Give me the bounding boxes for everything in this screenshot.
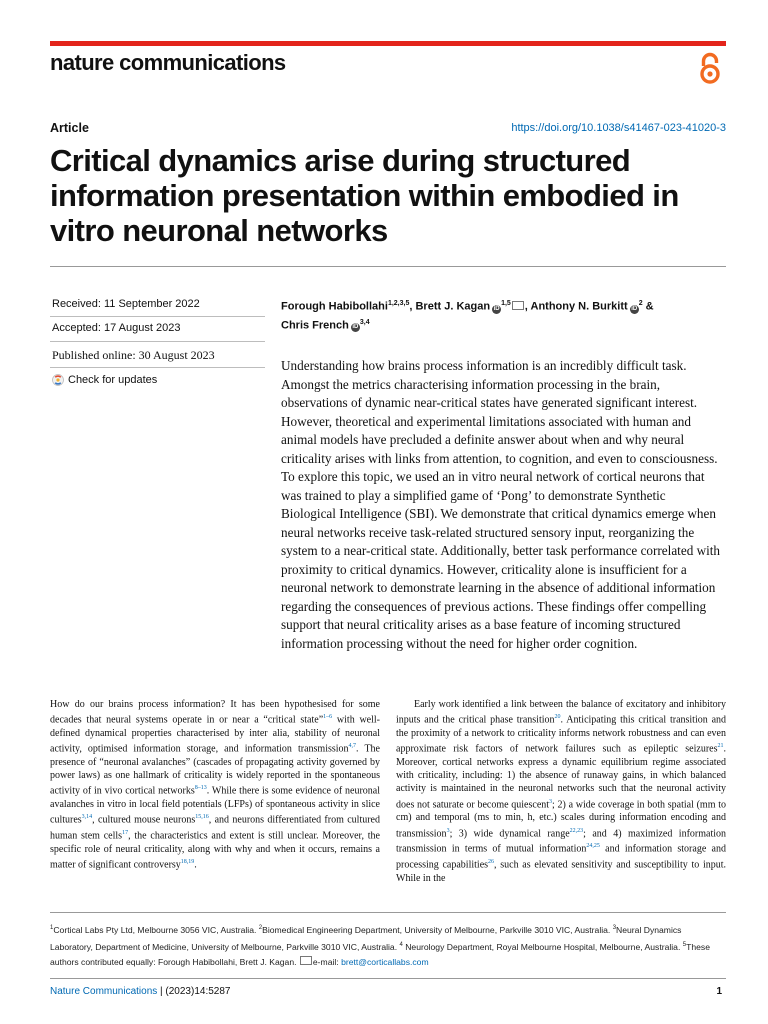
body-text: Early work identified a link between the balance of excitatory and inhibitory inputs and the critical phase transition bbox=[396, 699, 726, 726]
reference-link[interactable]: 15,16 bbox=[195, 814, 209, 821]
check-updates-label: Check for updates bbox=[68, 374, 158, 386]
orcid-icon[interactable]: iD bbox=[493, 305, 500, 312]
date-divider bbox=[50, 367, 265, 368]
body-text: , and neurons differentiated from cultured human stem cells bbox=[50, 814, 380, 842]
body-text: How do our brains process information? It has been hypothesised for some decades that neural systems operate in or near a “critical state” bbox=[50, 699, 380, 726]
affiliation-sup: 1,5 bbox=[501, 300, 511, 307]
footer-journal-link[interactable]: Nature Communications bbox=[50, 986, 158, 997]
footer-divider bbox=[50, 978, 726, 979]
article-type: Article bbox=[50, 121, 89, 135]
abstract: Understanding how brains process information is an incredibly difficult task. Amongst the metrics characterising information processing in the brain, observations of dynamic near-critical states have generated significant interest. However, theoretical and experimental limitations associated with human and animal models have precluded a definite answer about when and why neural criticality arises with links from attention, to cognition, and even to consciousness. To explore this topic, we used an in vitro neural network of cortical neurons that was trained to play a simplified game of ‘Pong’ to demonstrate Synthetic Biological Intelligence (SBI). We demonstrate that critical dynamics emerge when neural networks receive task-related structured sensory input, reorganizing the system to a near-critical state. Additionally, better task performance correlated with proximity to critical dynamics. However, criticality alone is insufficient for a neuronal network to demonstrate learning in the absence of additional information regarding the consequences of previous actions. These findings offer compelling support that neural criticality arises as a base feature of incoming structured information processing without the need for higher order cognition. bbox=[281, 358, 721, 651]
reference-link[interactable]: 3 bbox=[549, 798, 553, 805]
affiliation-sup: 2 bbox=[638, 300, 643, 307]
body-text: with well-defined dynamical properties characterised by inter alia, stability of neuronal activity, optimised information storage, and information transmission bbox=[50, 714, 381, 755]
article-title: Critical dynamics arise during structured information presentation within embodied in vitro neuronal networks bbox=[50, 143, 679, 248]
reference-link[interactable]: 4,7 bbox=[348, 743, 357, 750]
affiliation-number: 4 bbox=[399, 941, 403, 948]
email-icon[interactable] bbox=[512, 301, 524, 310]
affiliations-footnote bbox=[50, 921, 726, 970]
date-divider bbox=[50, 341, 265, 342]
check-updates-icon bbox=[52, 374, 64, 386]
body-text: ; 2) a wide coverage in both spatial (mm to cm) and temporal (ms to min, h, etc.) scales during information encoding and transmission bbox=[396, 799, 727, 839]
footer-citation bbox=[50, 986, 230, 997]
body-text: , such as elevated sensitivity and susceptibility to input. While in the bbox=[396, 859, 726, 884]
reference-link[interactable]: 3,14 bbox=[81, 814, 93, 821]
body-text: ; and 4) maximized information transmission in terms of mutual information bbox=[396, 827, 726, 855]
title-divider bbox=[50, 266, 726, 267]
author-list: Forough Habibollahi$^{1,2,3,5}$, Brett J. Kagan iD$^{1,5}$ , Anthony N. Burkitt $iD^2$ & Chris French iD$^{3,4}$ bbox=[281, 300, 654, 332]
body-text: . The presence of “neuronal avalanches” (cascades of propagating activity governed by power laws) as one hallmark of criticality is widely reported in the spontaneous activity of in vivo cortical networks bbox=[50, 743, 380, 797]
page-number: 1 bbox=[716, 986, 722, 997]
author-name[interactable]: Anthony N. Burkitt bbox=[530, 300, 628, 313]
reference-link[interactable]: 17 bbox=[122, 829, 129, 836]
reference-link[interactable]: 26 bbox=[488, 858, 495, 865]
affiliation-text: Biomedical Engineering Department, University of Melbourne, Parkville 3010 VIC, Australia. bbox=[262, 924, 613, 935]
body-column-right bbox=[396, 698, 726, 885]
body-text: and information storage and processing capabilities bbox=[396, 843, 726, 871]
reference-link[interactable]: 24,25 bbox=[586, 843, 600, 850]
affiliation-number: 2 bbox=[258, 925, 263, 931]
author-name[interactable]: Brett J. Kagan bbox=[415, 300, 491, 313]
affiliation-text: These authors contributed equally: Forough Habibollahi, Brett J. Kagan. bbox=[50, 941, 710, 967]
email-link[interactable]: brett@corticallabs.com bbox=[341, 956, 429, 967]
body-text: ; 3) wide dynamical range bbox=[449, 827, 570, 839]
affiliation-number: 3 bbox=[612, 925, 617, 931]
journal-name: nature communications bbox=[50, 50, 286, 75]
body-text: . Anticipating this critical transition and the proximity of a network to criticality informs network robustness and can even approximate risk factors of network failures such as epileptic seizures bbox=[396, 714, 727, 755]
body-text: . bbox=[194, 859, 197, 871]
author-name[interactable]: Forough Habibollahi bbox=[281, 300, 388, 313]
date-divider bbox=[50, 316, 265, 317]
body-column-left bbox=[50, 698, 380, 872]
affiliation-sup: 1,2,3,5 bbox=[387, 300, 410, 307]
email-icon bbox=[300, 956, 312, 965]
affiliation-sup: 3,4 bbox=[359, 318, 370, 326]
orcid-icon[interactable]: iD bbox=[631, 305, 638, 312]
received-date: Received: 11 September 2022 bbox=[52, 298, 200, 310]
reference-link[interactable]: 21 bbox=[717, 743, 724, 750]
affiliation-text: Cortical Labs Pty Ltd, Melbourne 3056 VIC, Australia. bbox=[53, 924, 259, 935]
footer-volume: | (2023)14:5287 bbox=[157, 986, 231, 997]
author-name[interactable]: Chris French bbox=[281, 319, 349, 332]
open-access-icon bbox=[697, 52, 723, 86]
header-accent-bar bbox=[50, 41, 726, 46]
reference-link[interactable]: 20 bbox=[554, 714, 561, 721]
email-label: e-mail: bbox=[312, 956, 342, 967]
reference-link[interactable]: 1–6 bbox=[323, 714, 333, 721]
footnote-divider bbox=[50, 912, 726, 913]
author-conjunction: & bbox=[645, 300, 654, 313]
body-text: . Moreover, cortical networks express a dynamic equilibrium regime associated with criticality, including: 1) the absence of runaway gains, in which balanced activity is maintained in the neuronal networks such that the neuronal activity does not saturate or become quiescent bbox=[396, 743, 726, 811]
affiliation-number: 1 bbox=[50, 925, 54, 931]
reference-link[interactable]: 22,23 bbox=[569, 827, 584, 834]
affiliation-text: Neurology Department, Royal Melbourne Hospital, Melbourne, Australia. bbox=[402, 941, 683, 952]
reference-link[interactable]: 8–13 bbox=[194, 785, 207, 792]
accepted-date: Accepted: 17 August 2023 bbox=[52, 322, 181, 334]
body-text: , cultured mouse neurons bbox=[92, 814, 196, 826]
published-date: Published online: 30 August 2023 bbox=[52, 348, 215, 362]
doi-link[interactable]: https://doi.org/10.1038/s41467-023-41020-3 bbox=[511, 122, 726, 134]
body-text: . While there is some evidence of neuronal avalanches in vitro in local field potentials (LFPs) of spontaneous activity in slice cultures bbox=[50, 785, 380, 826]
body-text: , the characteristics and extent is still unclear. Moreover, the specific role of neural criticality, along with why and when it occurs, remains a matter of significant controversy bbox=[50, 830, 380, 871]
check-updates-button[interactable] bbox=[52, 374, 157, 386]
affiliation-text: Neural Dynamics Laboratory, Department of Medicine, University of Melbourne, Parkville 3010 VIC, Australia. bbox=[50, 924, 682, 952]
reference-link[interactable]: 3 bbox=[446, 827, 450, 834]
orcid-icon[interactable]: iD bbox=[352, 324, 359, 331]
affiliation-number: 5 bbox=[682, 941, 687, 948]
reference-link[interactable]: 18,19 bbox=[180, 858, 195, 865]
